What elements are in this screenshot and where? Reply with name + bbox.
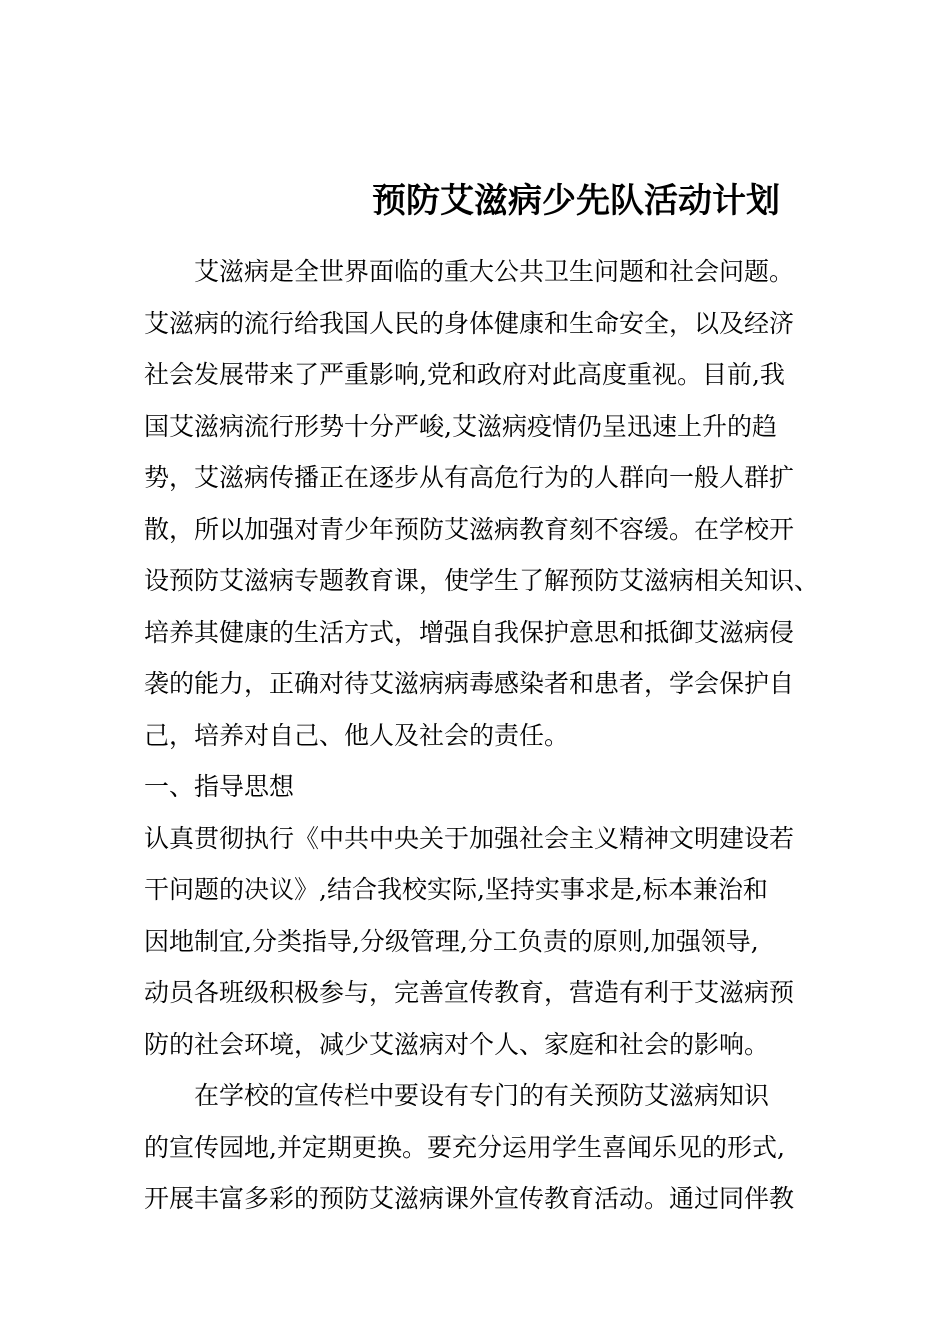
paragraph-line: 培养其健康的生活方式，增强自我保护意思和抵御艾滋病侵 — [144, 617, 795, 647]
paragraph-line: 势，艾滋病传播正在逐步从有高危行为的人群向一般人群扩 — [144, 463, 795, 492]
paragraph-line: 因地制宜,分类指导,分级管理,分工负责的原则,加强领导, — [144, 926, 759, 956]
paragraph-line: 动员各班级积极参与，完善宣传教育，营造有利于艾滋病预 — [144, 978, 795, 1007]
section-heading: 一、指导思想 — [144, 772, 295, 801]
paragraph-line: 艾滋病是全世界面临的重大公共卫生问题和社会问题。 — [194, 257, 795, 286]
paragraph-line: 的宣传园地,并定期更换。要充分运用学生喜闻乐见的形式, — [144, 1132, 785, 1162]
paragraph-line: 设预防艾滋病专题教育课，使学生了解预防艾滋病相关知识、 — [144, 566, 820, 595]
paragraph-line: 艾滋病的流行给我国人民的身体健康和生命安全，以及经济 — [144, 308, 795, 338]
paragraph-line: 社会发展带来了严重影响,党和政府对此高度重视。目前,我 — [144, 360, 785, 389]
paragraph-line: 开展丰富多彩的预防艾滋病课外宣传教育活动。通过同伴教 — [144, 1184, 795, 1213]
paragraph-line: 认真贯彻执行《中共中央关于加强社会主义精神文明建设若 — [144, 823, 795, 853]
paragraph-line: 国艾滋病流行形势十分严峻,艾滋病疫情仍呈迅速上升的趋 — [144, 411, 777, 441]
paragraph-line: 袭的能力，正确对待艾滋病病毒感染者和患者，学会保护自 — [144, 669, 795, 698]
paragraph-line: 在学校的宣传栏中要设有专门的有关预防艾滋病知识 — [194, 1081, 770, 1110]
document-body — [144, 246, 820, 1225]
document-title: 预防艾滋病少先队活动计划 — [372, 181, 780, 221]
paragraph-line: 干问题的决议》,结合我校实际,坚持实事求是,标本兼治和 — [144, 875, 768, 904]
paragraph-line: 己，培养对自己、他人及社会的责任。 — [144, 720, 570, 750]
paragraph-line: 散，所以加强对青少年预防艾滋病教育刻不容缓。在学校开 — [144, 514, 795, 544]
paragraph-line: 防的社会环境，减少艾滋病对个人、家庭和社会的影响。 — [144, 1029, 770, 1059]
